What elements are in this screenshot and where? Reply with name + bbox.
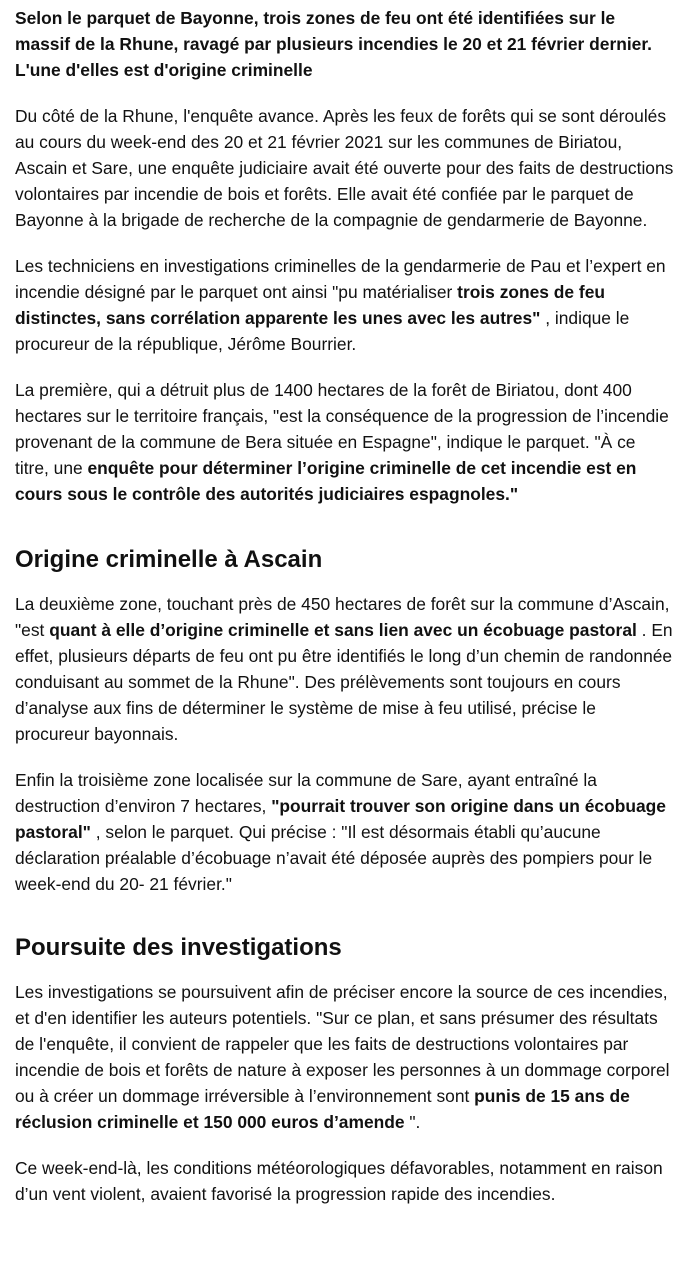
paragraph-three-zones [15,253,674,357]
paragraph-penalties [15,979,674,1135]
text-segment: ". [404,1112,421,1132]
paragraph-investigation-opened: Du côté de la Rhune, l'enquête avance. Après les feux de forêts qui se sont déroulés au cours du week-end des 20 et 21 février 2021 sur les communes de Biriatou, Ascain et Sare, une enquête judiciaire avait été ouverte pour des faits de destructions volontaires par incendie de bois et forêts. Elle avait été confiée par le parquet de Bayonne à la brigade de recherche de la compagnie de gendarmerie de Bayonne. [15,106,674,230]
paragraph-third-zone [15,767,674,897]
section-heading-investigations: Poursuite des investigations [15,934,342,961]
text-segment: Les techniciens en investigations criminelles de la gendarmerie de Pau et l’expert en incendie désigné par le parquet ont ainsi "pu matérialiser [15,256,666,302]
text-segment: , selon le parquet. Qui précise : "Il est désormais établi qu’aucune déclaration préalable d’écobuage n’avait été déposée auprès des pompiers pour le week-end du 20- 21 février." [15,822,653,894]
paragraph-weather: Ce week-end-là, les conditions météorologiques défavorables, notamment en raison d’un vent violent, avaient favorisé la progression rapide des incendies. [15,1158,663,1204]
bold-segment: quant à elle d’origine criminelle et sans lien avec un écobuage pastoral [49,620,637,640]
article-lede: Selon le parquet de Bayonne, trois zones de feu ont été identifiées sur le massif de la Rhune, ravagé par plusieurs incendies le 20 et 21 février dernier. L'une d'elles est d'origine criminelle [15,8,652,80]
paragraph-second-zone [15,591,674,747]
text-segment: , indique le procureur de la république, Jérôme Bourrier. [15,308,630,354]
section-heading-ascain: Origine criminelle à Ascain [15,546,323,573]
text-segment: . En effet, plusieurs départs de feu ont pu être identifiés le long d’un chemin de randonnée conduisant au sommet de la Rhune". Des prélèvements sont toujours en cours d’analyse aux fins de déterminer le système de mise à feu utilisé, précise le procureur bayonnais. [15,620,673,744]
text-segment: La première, qui a détruit plus de 1400 hectares de la forêt de Biriatou, dont 400 hectares sur le territoire français, "est la conséquence de la progression de l’incendie provenant de la commune de Bera située en Espagne", indique le parquet. "À ce titre, une [15,380,669,478]
text-segment: La deuxième zone, touchant près de 450 hectares de forêt sur la commune d’Ascain, "est [15,594,670,640]
bold-segment: enquête pour déterminer l’origine criminelle de cet incendie est en cours sous le contrôle des autorités judiciaires espagnoles." [15,458,637,504]
paragraph-first-zone [15,377,674,507]
text-segment: Les investigations se poursuivent afin de préciser encore la source de ces incendies, et d'en identifier les auteurs potentiels. "Sur ce plan, et sans présumer des résultats de l'enquête, il convient de rappeler que les faits de destructions volontaires par incendie de bois et forêts de nature à exposer les personnes à un dommage corporel ou à créer un dommage irréversible à l’environnement sont [15,982,670,1106]
bold-segment: punis de 15 ans de réclusion criminelle et 150 000 euros d’amende [15,1086,630,1132]
text-segment: Enfin la troisième zone localisée sur la commune de Sare, ayant entraîné la destruction d’environ 7 hectares, [15,770,597,816]
bold-segment: "pourrait trouver son origine dans un écobuage pastoral" [15,796,666,842]
bold-segment: trois zones de feu distinctes, sans corrélation apparente les unes avec les autres" [15,282,606,328]
